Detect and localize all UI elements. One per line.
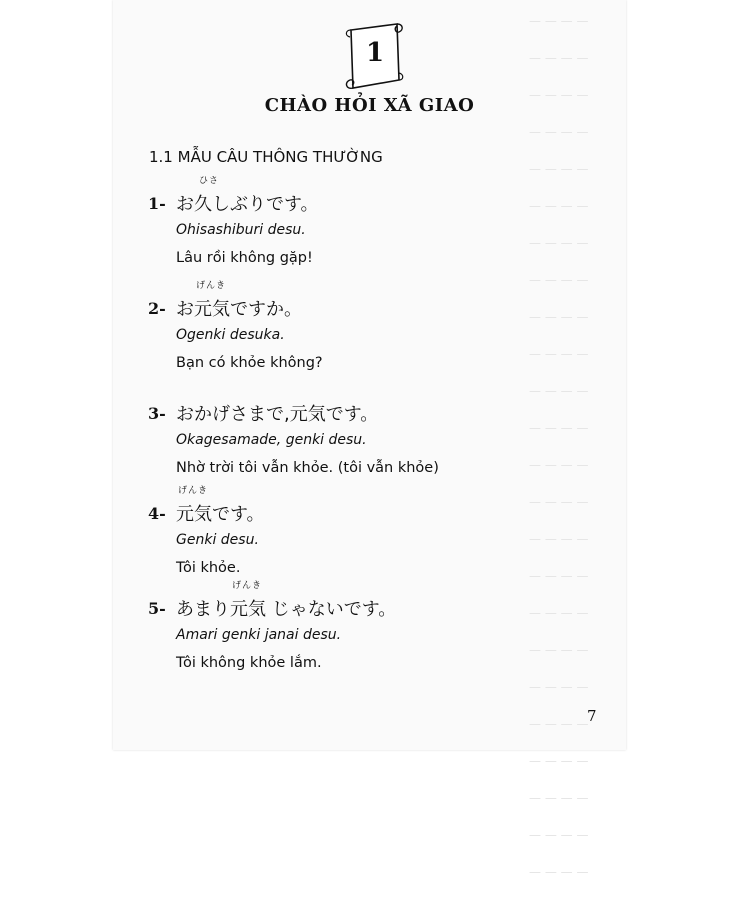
phrase-item — [148, 581, 608, 671]
phrase-number: 1- — [148, 194, 166, 213]
phrase-romaji: Amari genki janai desu. — [176, 627, 342, 643]
chapter-scroll-emblem — [341, 22, 407, 94]
phrase-japanese: 元気です。 — [176, 504, 265, 525]
phrase-furigana: げんき — [178, 486, 209, 496]
chapter-number: 1 — [365, 38, 385, 68]
phrase-vietnamese: Tôi khỏe. — [176, 560, 241, 576]
book-page — [113, 0, 626, 879]
phrase-number: 3- — [148, 404, 166, 423]
phrase-japanese: あまり元気 じゃないです。 — [176, 599, 397, 620]
phrase-item — [148, 486, 608, 576]
phrase-romaji: Genki desu. — [176, 532, 259, 548]
phrase-number: 2- — [148, 299, 166, 318]
phrase-romaji: Okagesamade, genki desu. — [176, 432, 367, 448]
phrase-number: 5- — [148, 599, 166, 618]
section-title: 1.1 MẪU CÂU THÔNG THƯỜNG — [149, 148, 383, 166]
phrase-furigana: げんき — [196, 281, 227, 291]
chapter-title: CHÀO HỎI XÃ GIAO — [264, 95, 475, 116]
phrase-vietnamese: Tôi không khỏe lắm. — [176, 655, 322, 671]
bleed-through-text: — — — — — — — — — — — — — — — — — — — — — — — — — — — — — — — — — — — — — — — — — — — — — — — — — — — — — — — — — — — — — — — — — — — — — — — — — — — — — — — — — — — — — — — — — — — — — — — — — [529, 14, 589, 879]
phrase-japanese: お元気ですか。 — [176, 299, 302, 320]
phrase-romaji: Ohisashiburi desu. — [176, 222, 306, 238]
phrase-romaji: Ogenki desuka. — [176, 327, 285, 343]
phrase-number: 4- — [148, 504, 166, 523]
phrase-japanese: お久しぶりです。 — [176, 194, 319, 215]
phrase-vietnamese: Nhờ trời tôi vẫn khỏe. (tôi vẫn khỏe) — [176, 460, 439, 476]
phrase-japanese: おかげさまで,元気です。 — [176, 404, 379, 425]
page-number: 7 — [587, 707, 597, 725]
phrase-furigana: げんき — [232, 581, 263, 591]
phrase-vietnamese: Bạn có khỏe không? — [176, 355, 323, 371]
phrase-vietnamese: Lâu rồi không gặp! — [176, 250, 313, 266]
phrase-furigana: ひさ — [199, 176, 220, 186]
phrase-item — [148, 281, 608, 371]
phrase-item — [148, 390, 608, 476]
phrase-item — [148, 176, 608, 266]
